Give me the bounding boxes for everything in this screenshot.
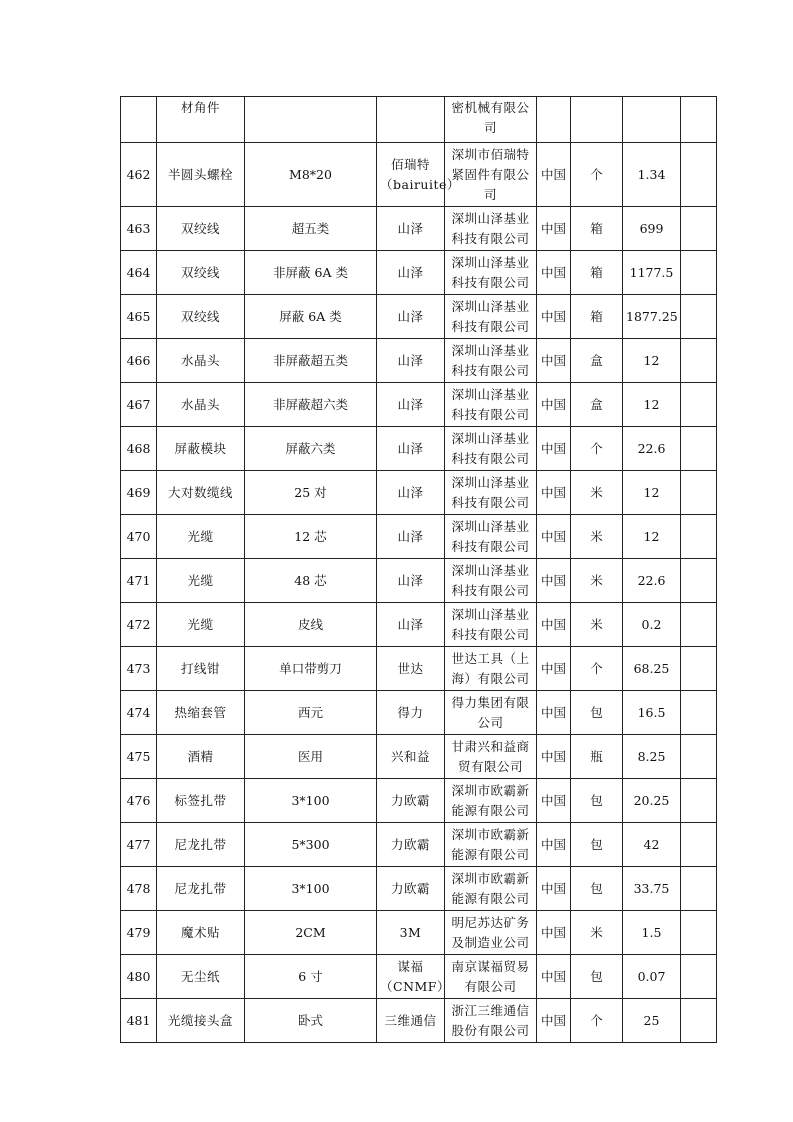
- cell-name: 光缆: [157, 515, 245, 559]
- cell-unit: 盒: [571, 383, 623, 427]
- cell-no: 477: [121, 823, 157, 867]
- cell-origin: 中国: [537, 823, 571, 867]
- cell-brand: 力欧霸: [377, 779, 445, 823]
- table-row: [121, 999, 717, 1043]
- cell-price: 16.5: [623, 691, 681, 735]
- cell-price: 1.34: [623, 143, 681, 207]
- cell-price: 8.25: [623, 735, 681, 779]
- cell-maker: 深圳市欧霸新能源有限公司: [445, 779, 537, 823]
- cell-no: 474: [121, 691, 157, 735]
- cell-origin: 中国: [537, 207, 571, 251]
- cell-spec: 非屏蔽 6A 类: [245, 251, 377, 295]
- cell-origin: 中国: [537, 911, 571, 955]
- table-row: [121, 143, 717, 207]
- cell-name: 魔术贴: [157, 911, 245, 955]
- table-row: [121, 559, 717, 603]
- cell-name: 双绞线: [157, 207, 245, 251]
- cell-brand: 世达: [377, 647, 445, 691]
- table-row: [121, 383, 717, 427]
- table-row: [121, 471, 717, 515]
- cell-maker: 甘肃兴和益商贸有限公司: [445, 735, 537, 779]
- cell-price: 12: [623, 339, 681, 383]
- cell-name: 打线钳: [157, 647, 245, 691]
- cell-spec: 皮线: [245, 603, 377, 647]
- cell-name: 水晶头: [157, 383, 245, 427]
- cell-name: 屏蔽模块: [157, 427, 245, 471]
- cell-maker: 深圳山泽基业科技有限公司: [445, 383, 537, 427]
- cell-spec: 2CM: [245, 911, 377, 955]
- cell-maker: 深圳山泽基业科技有限公司: [445, 471, 537, 515]
- table-row: [121, 339, 717, 383]
- cell-remark: [681, 691, 717, 735]
- cell-unit: 包: [571, 779, 623, 823]
- cell-remark: [681, 735, 717, 779]
- cell-brand: 山泽: [377, 603, 445, 647]
- cell-brand: 三维通信: [377, 999, 445, 1043]
- cell-no: 473: [121, 647, 157, 691]
- cell-name: 大对数缆线: [157, 471, 245, 515]
- cell-unit: 米: [571, 471, 623, 515]
- cell-spec: 屏蔽 6A 类: [245, 295, 377, 339]
- cell-maker: 浙江三维通信股份有限公司: [445, 999, 537, 1043]
- cell-spec: 西元: [245, 691, 377, 735]
- cell-brand: 谋福（CNMF）: [377, 955, 445, 999]
- cell-no: 476: [121, 779, 157, 823]
- cell-brand: 山泽: [377, 515, 445, 559]
- cell-spec: 非屏蔽超五类: [245, 339, 377, 383]
- cell-price: 12: [623, 471, 681, 515]
- cell-remark: [681, 911, 717, 955]
- cell-unit: 包: [571, 691, 623, 735]
- cell-brand: 山泽: [377, 295, 445, 339]
- cell-no: 480: [121, 955, 157, 999]
- cell-remark: [681, 779, 717, 823]
- cell-unit: 箱: [571, 207, 623, 251]
- cell-price: 699: [623, 207, 681, 251]
- cell-origin: 中国: [537, 955, 571, 999]
- cell-no: [121, 97, 157, 143]
- table-row: [121, 823, 717, 867]
- cell-remark: [681, 515, 717, 559]
- cell-maker: 深圳山泽基业科技有限公司: [445, 207, 537, 251]
- cell-unit: 瓶: [571, 735, 623, 779]
- cell-maker: 明尼苏达矿务及制造业公司: [445, 911, 537, 955]
- cell-origin: 中国: [537, 383, 571, 427]
- cell-brand: [377, 97, 445, 143]
- cell-no: 465: [121, 295, 157, 339]
- cell-remark: [681, 295, 717, 339]
- cell-maker: [445, 97, 537, 143]
- cell-no: 462: [121, 143, 157, 207]
- cell-origin: 中国: [537, 735, 571, 779]
- cell-price: 22.6: [623, 427, 681, 471]
- table-row: [121, 911, 717, 955]
- cell-remark: [681, 955, 717, 999]
- cell-unit: 个: [571, 427, 623, 471]
- maker-text: 密机械有限公: [451, 100, 530, 115]
- cell-brand: 山泽: [377, 251, 445, 295]
- cell-name: 尼龙扎带: [157, 823, 245, 867]
- cell-brand: 3M: [377, 911, 445, 955]
- cell-origin: 中国: [537, 427, 571, 471]
- cell-remark: [681, 823, 717, 867]
- cell-maker: 南京谋福贸易有限公司: [445, 955, 537, 999]
- cell-remark: [681, 471, 717, 515]
- cell-spec: 卧式: [245, 999, 377, 1043]
- cell-unit: 米: [571, 603, 623, 647]
- cell-price: 1.5: [623, 911, 681, 955]
- cell-brand: 力欧霸: [377, 823, 445, 867]
- table-row: [121, 295, 717, 339]
- cell-maker: 深圳市佰瑞特紧固件有限公司: [445, 143, 537, 207]
- cell-no: 469: [121, 471, 157, 515]
- cell-maker: 深圳山泽基业科技有限公司: [445, 515, 537, 559]
- cell-brand: 山泽: [377, 383, 445, 427]
- cell-remark: [681, 647, 717, 691]
- cell-spec: 超五类: [245, 207, 377, 251]
- cell-name: 无尘纸: [157, 955, 245, 999]
- cell-spec: 5*300: [245, 823, 377, 867]
- cell-unit: 箱: [571, 295, 623, 339]
- cell-price: 1177.5: [623, 251, 681, 295]
- cell-unit: 米: [571, 515, 623, 559]
- cell-no: 464: [121, 251, 157, 295]
- cell-no: 479: [121, 911, 157, 955]
- table-row: [121, 207, 717, 251]
- cell-name: 双绞线: [157, 251, 245, 295]
- cell-brand: 山泽: [377, 427, 445, 471]
- cell-maker: 深圳市欧霸新能源有限公司: [445, 867, 537, 911]
- cell-brand: 山泽: [377, 339, 445, 383]
- cell-no: 467: [121, 383, 157, 427]
- table-row: [121, 955, 717, 999]
- cell-maker: 深圳山泽基业科技有限公司: [445, 559, 537, 603]
- table-row: [121, 867, 717, 911]
- cell-brand: 佰瑞特（bairuite）: [377, 143, 445, 207]
- cell-no: 468: [121, 427, 157, 471]
- cell-price: 68.25: [623, 647, 681, 691]
- cell-name: 光缆: [157, 559, 245, 603]
- cell-brand: 力欧霸: [377, 867, 445, 911]
- cell-no: 472: [121, 603, 157, 647]
- cell-maker: 深圳山泽基业科技有限公司: [445, 295, 537, 339]
- cell-no: 478: [121, 867, 157, 911]
- cell-unit: 包: [571, 823, 623, 867]
- cell-spec: 3*100: [245, 779, 377, 823]
- cell-remark: [681, 383, 717, 427]
- cell-maker: 深圳山泽基业科技有限公司: [445, 603, 537, 647]
- cell-name: 半圆头螺栓: [157, 143, 245, 207]
- cell-unit: [571, 97, 623, 143]
- cell-remark: [681, 559, 717, 603]
- cell-origin: 中国: [537, 471, 571, 515]
- table-row: [121, 427, 717, 471]
- cell-name: 光缆接头盒: [157, 999, 245, 1043]
- cell-brand: 兴和益: [377, 735, 445, 779]
- cell-brand: 得力: [377, 691, 445, 735]
- table-row: [121, 515, 717, 559]
- cell-origin: 中国: [537, 143, 571, 207]
- cell-spec: [245, 97, 377, 143]
- table-row: [121, 97, 717, 143]
- cell-no: 475: [121, 735, 157, 779]
- cell-remark: [681, 143, 717, 207]
- cell-spec: 6 寸: [245, 955, 377, 999]
- cell-spec: M8*20: [245, 143, 377, 207]
- cell-origin: 中国: [537, 339, 571, 383]
- cell-maker: 得力集团有限公司: [445, 691, 537, 735]
- cell-unit: 包: [571, 955, 623, 999]
- cell-maker: 深圳山泽基业科技有限公司: [445, 251, 537, 295]
- cell-origin: 中国: [537, 691, 571, 735]
- cell-unit: 个: [571, 999, 623, 1043]
- cell-remark: [681, 339, 717, 383]
- cell-price: 42: [623, 823, 681, 867]
- cell-maker: 世达工具（上海）有限公司: [445, 647, 537, 691]
- cell-spec: 非屏蔽超六类: [245, 383, 377, 427]
- cell-name: 光缆: [157, 603, 245, 647]
- cell-price: 12: [623, 383, 681, 427]
- cell-remark: [681, 97, 717, 143]
- cell-unit: 包: [571, 867, 623, 911]
- cell-origin: 中国: [537, 251, 571, 295]
- table-row: [121, 647, 717, 691]
- cell-price: 1877.25: [623, 295, 681, 339]
- cell-spec: 医用: [245, 735, 377, 779]
- cell-unit: 箱: [571, 251, 623, 295]
- cell-remark: [681, 427, 717, 471]
- cell-name: 标签扎带: [157, 779, 245, 823]
- table-row: [121, 779, 717, 823]
- cell-spec: 12 芯: [245, 515, 377, 559]
- cell-remark: [681, 207, 717, 251]
- cell-origin: 中国: [537, 295, 571, 339]
- cell-name: 尼龙扎带: [157, 867, 245, 911]
- cell-remark: [681, 603, 717, 647]
- table-row: [121, 251, 717, 295]
- cell-origin: 中国: [537, 515, 571, 559]
- cell-no: 463: [121, 207, 157, 251]
- cell-unit: 盒: [571, 339, 623, 383]
- cell-origin: 中国: [537, 603, 571, 647]
- cell-brand: 山泽: [377, 559, 445, 603]
- cell-price: 25: [623, 999, 681, 1043]
- cell-origin: 中国: [537, 559, 571, 603]
- cell-spec: 3*100: [245, 867, 377, 911]
- cell-remark: [681, 999, 717, 1043]
- cell-unit: 个: [571, 647, 623, 691]
- cell-remark: [681, 251, 717, 295]
- cell-origin: 中国: [537, 999, 571, 1043]
- cell-name: 热缩套管: [157, 691, 245, 735]
- cell-spec: 屏蔽六类: [245, 427, 377, 471]
- cell-origin: 中国: [537, 647, 571, 691]
- cell-price: 0.2: [623, 603, 681, 647]
- cell-brand: 山泽: [377, 207, 445, 251]
- cell-remark: [681, 867, 717, 911]
- cell-spec: 25 对: [245, 471, 377, 515]
- price-table: [120, 96, 717, 1043]
- cell-name: 材角件: [157, 97, 245, 143]
- cell-no: 481: [121, 999, 157, 1043]
- cell-no: 471: [121, 559, 157, 603]
- cell-price: 33.75: [623, 867, 681, 911]
- cell-no: 466: [121, 339, 157, 383]
- cell-brand: 山泽: [377, 471, 445, 515]
- cell-unit: 米: [571, 911, 623, 955]
- cell-price: 22.6: [623, 559, 681, 603]
- cell-maker: 深圳山泽基业科技有限公司: [445, 427, 537, 471]
- cell-price: [623, 97, 681, 143]
- cell-origin: [537, 97, 571, 143]
- cell-unit: 米: [571, 559, 623, 603]
- cell-unit: 个: [571, 143, 623, 207]
- cell-name: 水晶头: [157, 339, 245, 383]
- table-row: [121, 691, 717, 735]
- cell-no: 470: [121, 515, 157, 559]
- maker-text-cont: 司: [483, 120, 497, 135]
- cell-origin: 中国: [537, 867, 571, 911]
- cell-maker: 深圳市欧霸新能源有限公司: [445, 823, 537, 867]
- cell-name: 酒精: [157, 735, 245, 779]
- cell-origin: 中国: [537, 779, 571, 823]
- cell-price: 20.25: [623, 779, 681, 823]
- cell-name: 双绞线: [157, 295, 245, 339]
- cell-price: 12: [623, 515, 681, 559]
- table-row: [121, 603, 717, 647]
- table-row: [121, 735, 717, 779]
- cell-spec: 48 芯: [245, 559, 377, 603]
- cell-spec: 单口带剪刀: [245, 647, 377, 691]
- table-body: [121, 97, 717, 1043]
- cell-maker: 深圳山泽基业科技有限公司: [445, 339, 537, 383]
- cell-price: 0.07: [623, 955, 681, 999]
